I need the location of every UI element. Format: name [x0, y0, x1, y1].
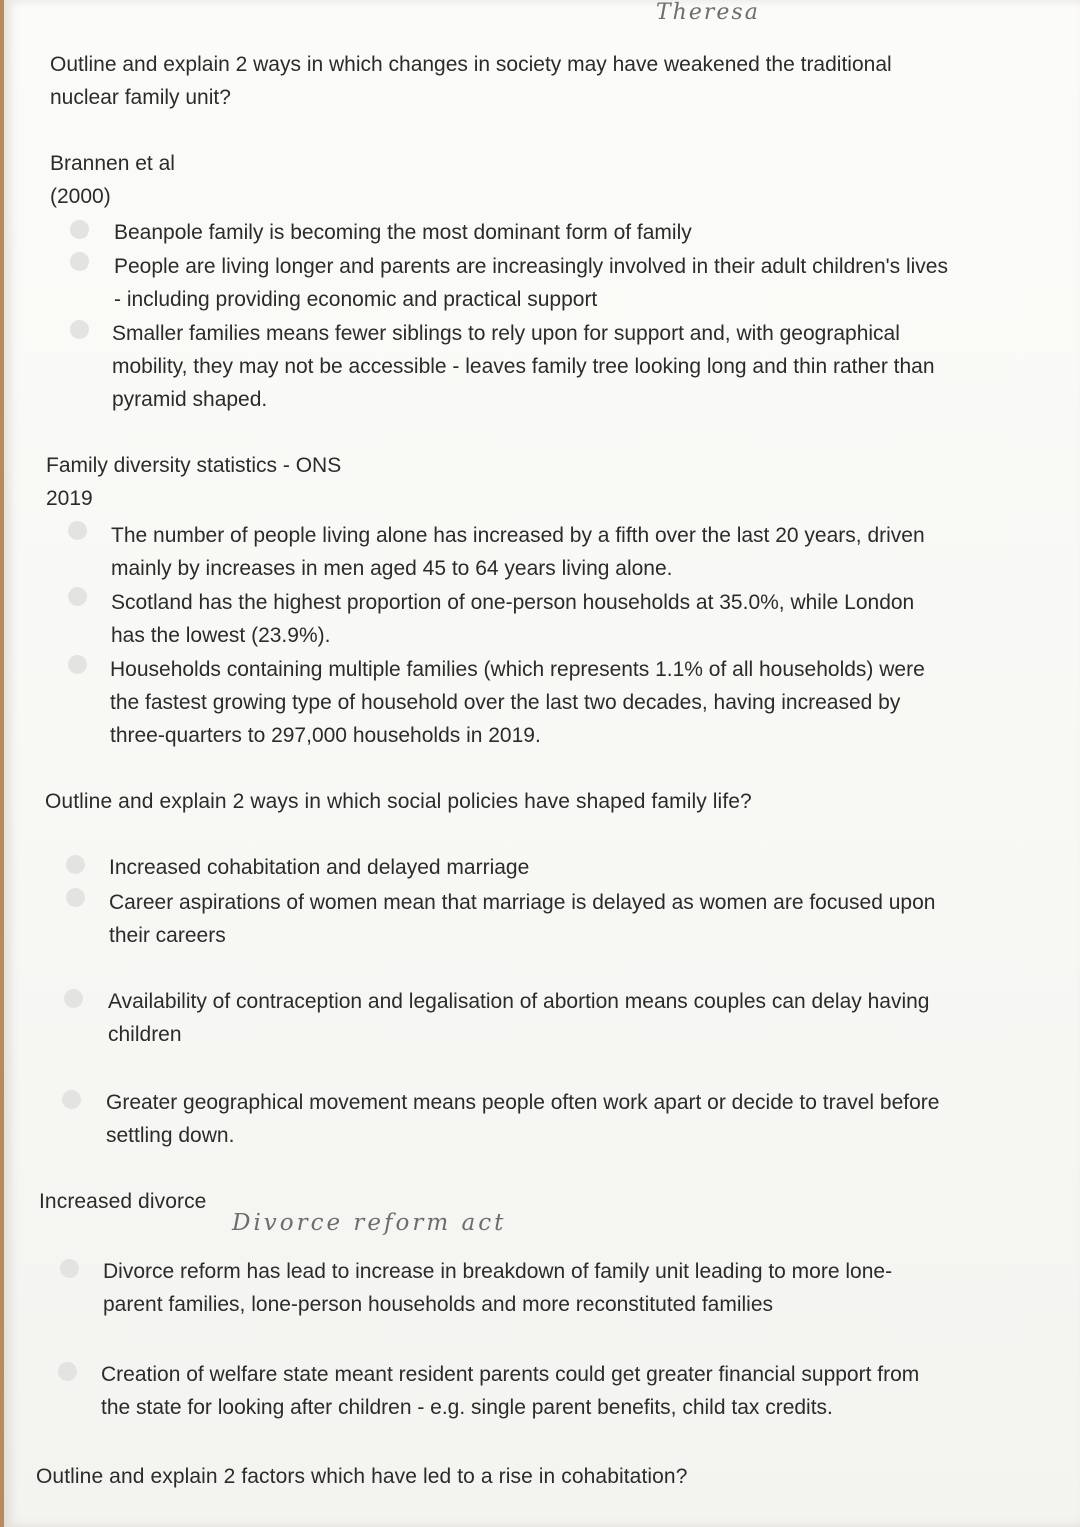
- source-line: Family diversity statistics - ONS: [46, 454, 342, 477]
- bullet-icon: [62, 1090, 81, 1109]
- list-item-text: People are living longer and parents are increasingly involved in their adult children's lives: [114, 255, 948, 278]
- bullet-icon: [70, 320, 89, 339]
- list-item-text: children: [108, 1023, 182, 1046]
- list-item-text: three-quarters to 297,000 households in 2019.: [110, 724, 541, 747]
- bullet-icon: [70, 252, 89, 271]
- question-1: [50, 48, 892, 114]
- bullet-icon: [64, 989, 83, 1008]
- handwritten-divorce-reform-act: Divorce reform act: [232, 1210, 507, 1236]
- list-item-text: Creation of welfare state meant resident parents could get greater financial support from: [101, 1363, 920, 1386]
- list-item: [108, 985, 929, 1051]
- list-item-text: mobility, they may not be accessible - leaves family tree looking long and thin rather than: [112, 355, 935, 378]
- list-item: [106, 1086, 939, 1152]
- bullet-icon: [68, 655, 87, 674]
- list-item-text: - including providing economic and practical support: [114, 288, 598, 311]
- list-item: [111, 519, 925, 585]
- note-sheet: [4, 0, 1080, 1527]
- list-item: [110, 653, 925, 752]
- list-item-text: has the lowest (23.9%).: [111, 624, 331, 647]
- subheading-divorce: Increased divorce: [39, 1190, 207, 1213]
- list-item: [114, 250, 948, 316]
- source-ons: [46, 449, 341, 515]
- list-item: [103, 1255, 892, 1321]
- list-item: [111, 586, 914, 652]
- list-item-text: Availability of contraception and legalisation of abortion means couples can delay having: [108, 990, 930, 1013]
- question-1-line: nuclear family unit?: [50, 86, 231, 109]
- list-item: [109, 851, 529, 884]
- list-item-text: Smaller families means fewer siblings to rely upon for support and, with geographical: [112, 322, 900, 345]
- list-item-text: mainly by increases in men aged 45 to 64 years living alone.: [111, 557, 673, 580]
- list-item-text: settling down.: [106, 1124, 235, 1147]
- bullet-icon: [68, 587, 87, 606]
- bullet-icon: [70, 220, 89, 239]
- source-line: Brannen et al: [50, 152, 175, 175]
- list-item-text: Divorce reform has lead to increase in breakdown of family unit leading to more lone-: [103, 1260, 893, 1283]
- source-line: (2000): [50, 185, 111, 208]
- question-3: Outline and explain 2 factors which have led to a rise in cohabitation?: [36, 1465, 688, 1488]
- question-2: Outline and explain 2 ways in which social policies have shaped family life?: [45, 790, 752, 813]
- question-1-line: Outline and explain 2 ways in which changes in society may have weakened the traditional: [50, 53, 892, 76]
- list-item: [101, 1358, 919, 1424]
- bullet-icon: [58, 1362, 77, 1381]
- list-item-text: Increased cohabitation and delayed marriage: [109, 856, 530, 879]
- handwritten-name: Theresa: [656, 0, 760, 25]
- list-item-text: Greater geographical movement means people often work apart or decide to travel before: [106, 1091, 940, 1114]
- list-item-text: Scotland has the highest proportion of one-person households at 35.0%, while London: [111, 591, 915, 614]
- list-item-text: Beanpole family is becoming the most dominant form of family: [114, 221, 692, 244]
- list-item-text: the fastest growing type of household over the last two decades, having increased by: [110, 691, 901, 714]
- bullet-icon: [60, 1259, 79, 1278]
- list-item: [112, 317, 935, 416]
- list-item-text: parent families, lone-person households and more reconstituted families: [103, 1293, 774, 1316]
- list-item-text: The number of people living alone has increased by a fifth over the last 20 years, driven: [111, 524, 925, 547]
- bullet-icon: [68, 521, 87, 540]
- list-item-text: Households containing multiple families (which represents 1.1% of all households) were: [110, 658, 925, 681]
- list-item-text: their careers: [109, 924, 226, 947]
- source-line: 2019: [46, 487, 93, 510]
- list-item: [114, 216, 692, 249]
- bullet-icon: [66, 888, 85, 907]
- list-item-text: Career aspirations of women mean that marriage is delayed as women are focused upon: [109, 891, 936, 914]
- list-item: [109, 886, 935, 952]
- source-brannen: [50, 147, 175, 213]
- list-item-text: pyramid shaped.: [112, 388, 268, 411]
- bullet-icon: [66, 855, 85, 874]
- list-item-text: the state for looking after children - e.g. single parent benefits, child tax credits.: [101, 1396, 833, 1419]
